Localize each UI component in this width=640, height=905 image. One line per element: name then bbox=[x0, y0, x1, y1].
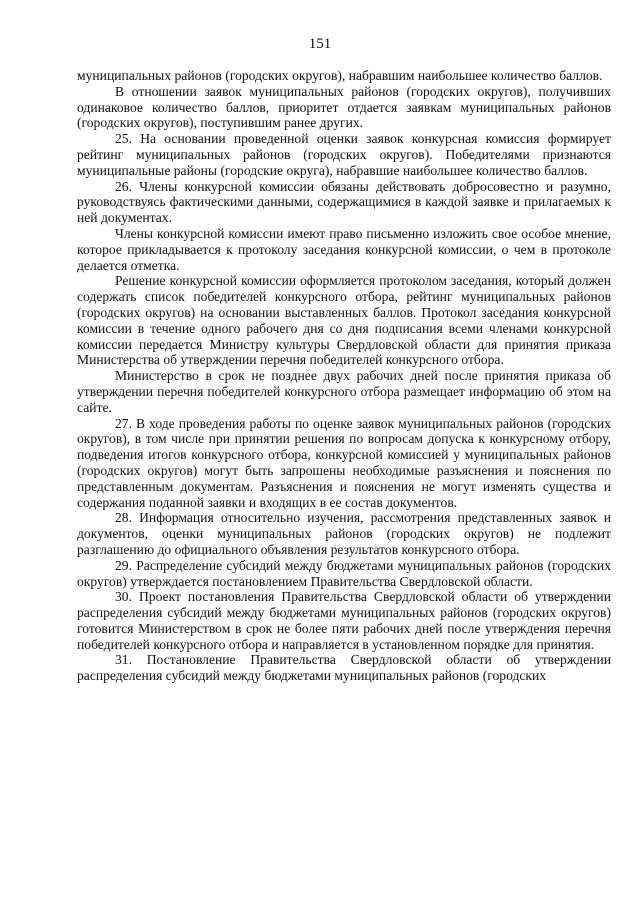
paragraph-item-26: 26. Члены конкурсной комиссии обязаны действовать добросовестно и разумно, руководствуясь фактическими данными, содержащимися в каждой заявке и прилагаемых к ней документах. bbox=[77, 178, 611, 226]
paragraph: Министерство в срок не позднее двух рабочих дней после принятия приказа об утверждении перечня победителей конкурсного отбора размещает информацию об этом на сайте. bbox=[77, 368, 611, 415]
paragraph-item-29: 29. Распределение субсидий между бюджетами муниципальных районов (городских округов) утверждается постановлением Правительства Свердловской области. bbox=[77, 557, 611, 589]
paragraph-item-25: 25. На основании проведенной оценки заявок конкурсная комиссия формирует рейтинг муниципальных районов (городских округов). Победителями признаются муниципальные районы (городские округа), набравшие наибольшее количество баллов. bbox=[77, 131, 611, 178]
paragraph-item-31: 31. Постановление Правительства Свердловской области об утверждении распределения субсидий между бюджетами муниципальных районов (городских bbox=[77, 652, 611, 684]
page-number: 151 bbox=[308, 36, 332, 52]
document-body bbox=[77, 68, 611, 684]
paragraph: Решение конкурсной комиссии оформляется протоколом заседания, который должен содержать список победителей конкурсного отбора, рейтинг муниципальных районов (городских округов) на основании выставленных баллов. Протокол заседания конкурсной комиссии в течение одного рабочего дня со дня подписания всеми членами конкурсной комиссии передается Министру культуры Свердловской области для принятия приказа Министерства об утверждении перечня победителей конкурсного отбора. bbox=[77, 273, 611, 368]
paragraph-continuation: муниципальных районов (городских округов), набравшим наибольшее количество баллов. bbox=[77, 68, 603, 83]
paragraph-item-30: 30. Проект постановления Правительства Свердловской области об утверждении распределения субсидий между бюджетами муниципальных районов (городских округов) готовится Министерством в срок не более пяти рабочих дней после утверждения перечня победителей конкурсного отбора и направляется в установленном порядке для принятия. bbox=[77, 589, 611, 652]
paragraph-item-27: 27. В ходе проведения работы по оценке заявок муниципальных районов (городских округов), в том числе при принятии решения по вопросам допуска к конкурсному отбору, подведения итогов конкурсного отбора, конкурсной комиссией у муниципальных районов (городских округов) могут быть запрошены необходимые разъяснения и пояснения по представленным документам. Разъяснения и пояснения не могут изменять существа и содержания поданной заявки и входящих в ее состав документов. bbox=[77, 415, 611, 510]
paragraph: В отношении заявок муниципальных районов (городских округов), получивших одинаковое количество баллов, приоритет отдается заявкам муниципальных районов (городских округов), поступившим ранее других. bbox=[77, 83, 611, 131]
paragraph: Члены конкурсной комиссии имеют право письменно изложить свое особое мнение, которое прикладывается к протоколу заседания конкурсной комиссии, о чем в протоколе делается отметка. bbox=[77, 225, 611, 273]
paragraph-item-28: 28. Информация относительно изучения, рассмотрения представленных заявок и документов, оценки муниципальных районов (городских округов) не подлежит разглашению до официального объявления результатов конкурсного отбора. bbox=[77, 510, 611, 557]
